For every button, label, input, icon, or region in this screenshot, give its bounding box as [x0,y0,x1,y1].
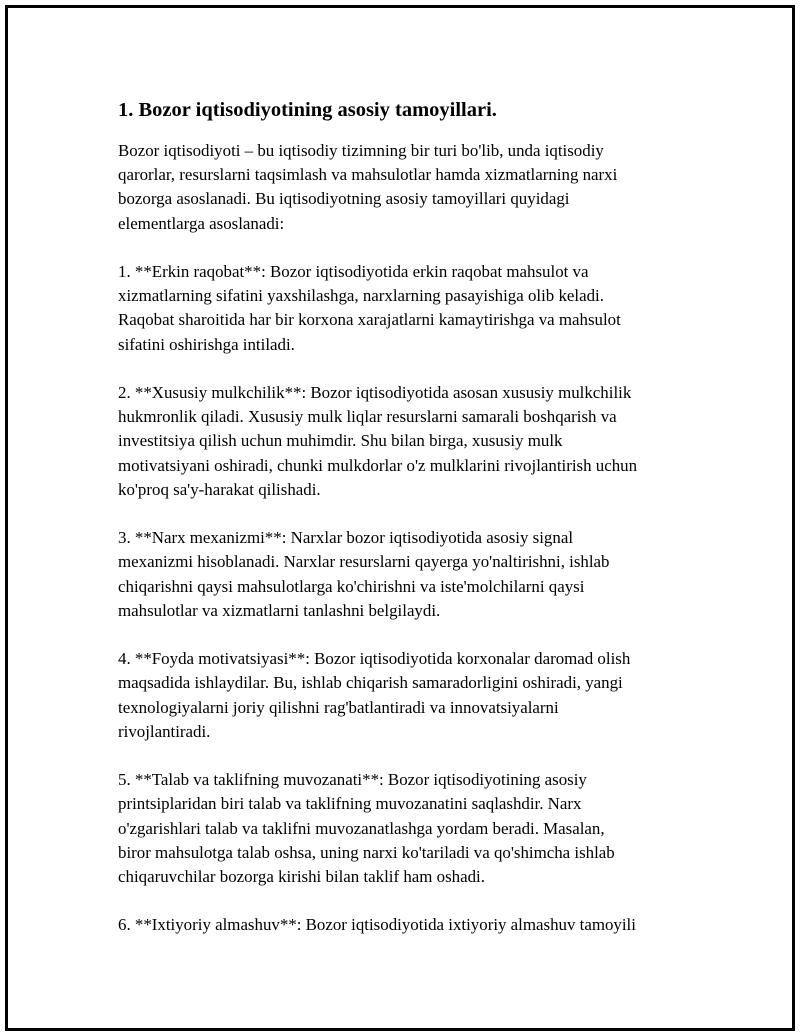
text-line: chiqaruvchilar bozorga kirishi bilan taklif ham oshadi. [118,867,485,887]
text-line: Raqobat sharoitida har bir korxona xarajatlarni kamaytirishga va mahsulot [118,310,621,330]
text-line: 1. **Erkin raqobat**: Bozor iqtisodiyotida erkin raqobat mahsulot va [118,262,589,281]
text-line: bozorga asoslanadi. Bu iqtisodiyotning asosiy tamoyillari quyidagi [118,189,570,209]
text-line: qarorlar, resurslarni taqsimlash va mahsulotlar hamda xizmatlarning narxi [118,165,618,185]
intro-paragraph [118,139,698,236]
text-line: 2. **Xususiy mulkchilik**: Bozor iqtisodiyotida asosan xususiy mulkchilik [118,383,632,402]
text-line: o'zgarishlari talab va taklifni muvozanatlashga yordam beradi. Masalan, [118,818,605,838]
text-line: elementlarga asoslanadi: [118,213,285,233]
text-line: mahsulotlar va xizmatlarni tanlashni belgilaydi. [118,600,441,620]
text-line: 3. **Narx mexanizmi**: Narxlar bozor iqtisodiyotida asosiy signal [118,528,574,548]
text-line: texnologiyalarni joriy qilishni rag'batlantiradi va innovatsiyalarni [118,697,559,717]
principle-6-paragraph [118,913,698,937]
text-line: rivojlantiradi. [118,721,211,741]
principle-5-paragraph [118,768,698,889]
text-line: 5. **Talab va taklifning muvozanati**: Bozor iqtisodiyotining asosiy [118,770,587,790]
principle-4-paragraph [118,647,698,744]
text-line: mexanizmi hisoblanadi. Narxlar resurslarni qayerga yo'naltirishni, ishlab [118,552,610,572]
text-line: Bozor iqtisodiyoti – bu iqtisodiy tizimning bir turi bo'lib, unda iqtisodiy [118,141,604,160]
text-line: 4. **Foyda motivatsiyasi**: Bozor iqtisodiyotida korxonalar daromad olish [118,649,631,669]
text-line: printsiplaridan biri talab va taklifning muvozanatini saqlashdir. Narx [118,794,582,814]
text-line: ko'proq sa'y-harakat qilishadi. [118,479,321,499]
principle-3-paragraph [118,526,698,623]
text-line: investitsiya qilish uchun muhimdir. Shu bilan birga, xususiy mulk [118,431,563,451]
text-line: biror mahsulotga talab oshsa, uning narxi ko'tariladi va qo'shimcha ishlab [118,842,615,862]
text-line: 6. **Ixtiyoriy almashuv**: Bozor iqtisodiyotida ixtiyoriy almashuv tamoyili [118,915,636,935]
principle-1-paragraph [118,260,698,357]
text-line: sifatini oshirishga intiladi. [118,334,295,354]
text-line: maqsadida ishlaydilar. Bu, ishlab chiqarish samaradorligini oshiradi, yangi [118,673,623,693]
page-frame [5,5,795,1031]
text-line: xizmatlarning sifatini yaxshilashga, narxlarning pasayishiga olib keladi. [118,286,604,306]
document-title: 1. Bozor iqtisodiyotining asosiy tamoyillari. [118,99,497,121]
text-line: hukmronlik qiladi. Xususiy mulk liqlar resurslarni samarali boshqarish va [118,407,617,427]
text-line: chiqarishni qaysi mahsulotlarga ko'chirishni va iste'molchilarni qaysi [118,576,585,596]
text-line: motivatsiyani oshiradi, chunki mulkdorlar o'z mulklarini rivojlantirish uchun [118,455,638,475]
principle-2-paragraph [118,381,698,502]
document-body [118,97,698,962]
